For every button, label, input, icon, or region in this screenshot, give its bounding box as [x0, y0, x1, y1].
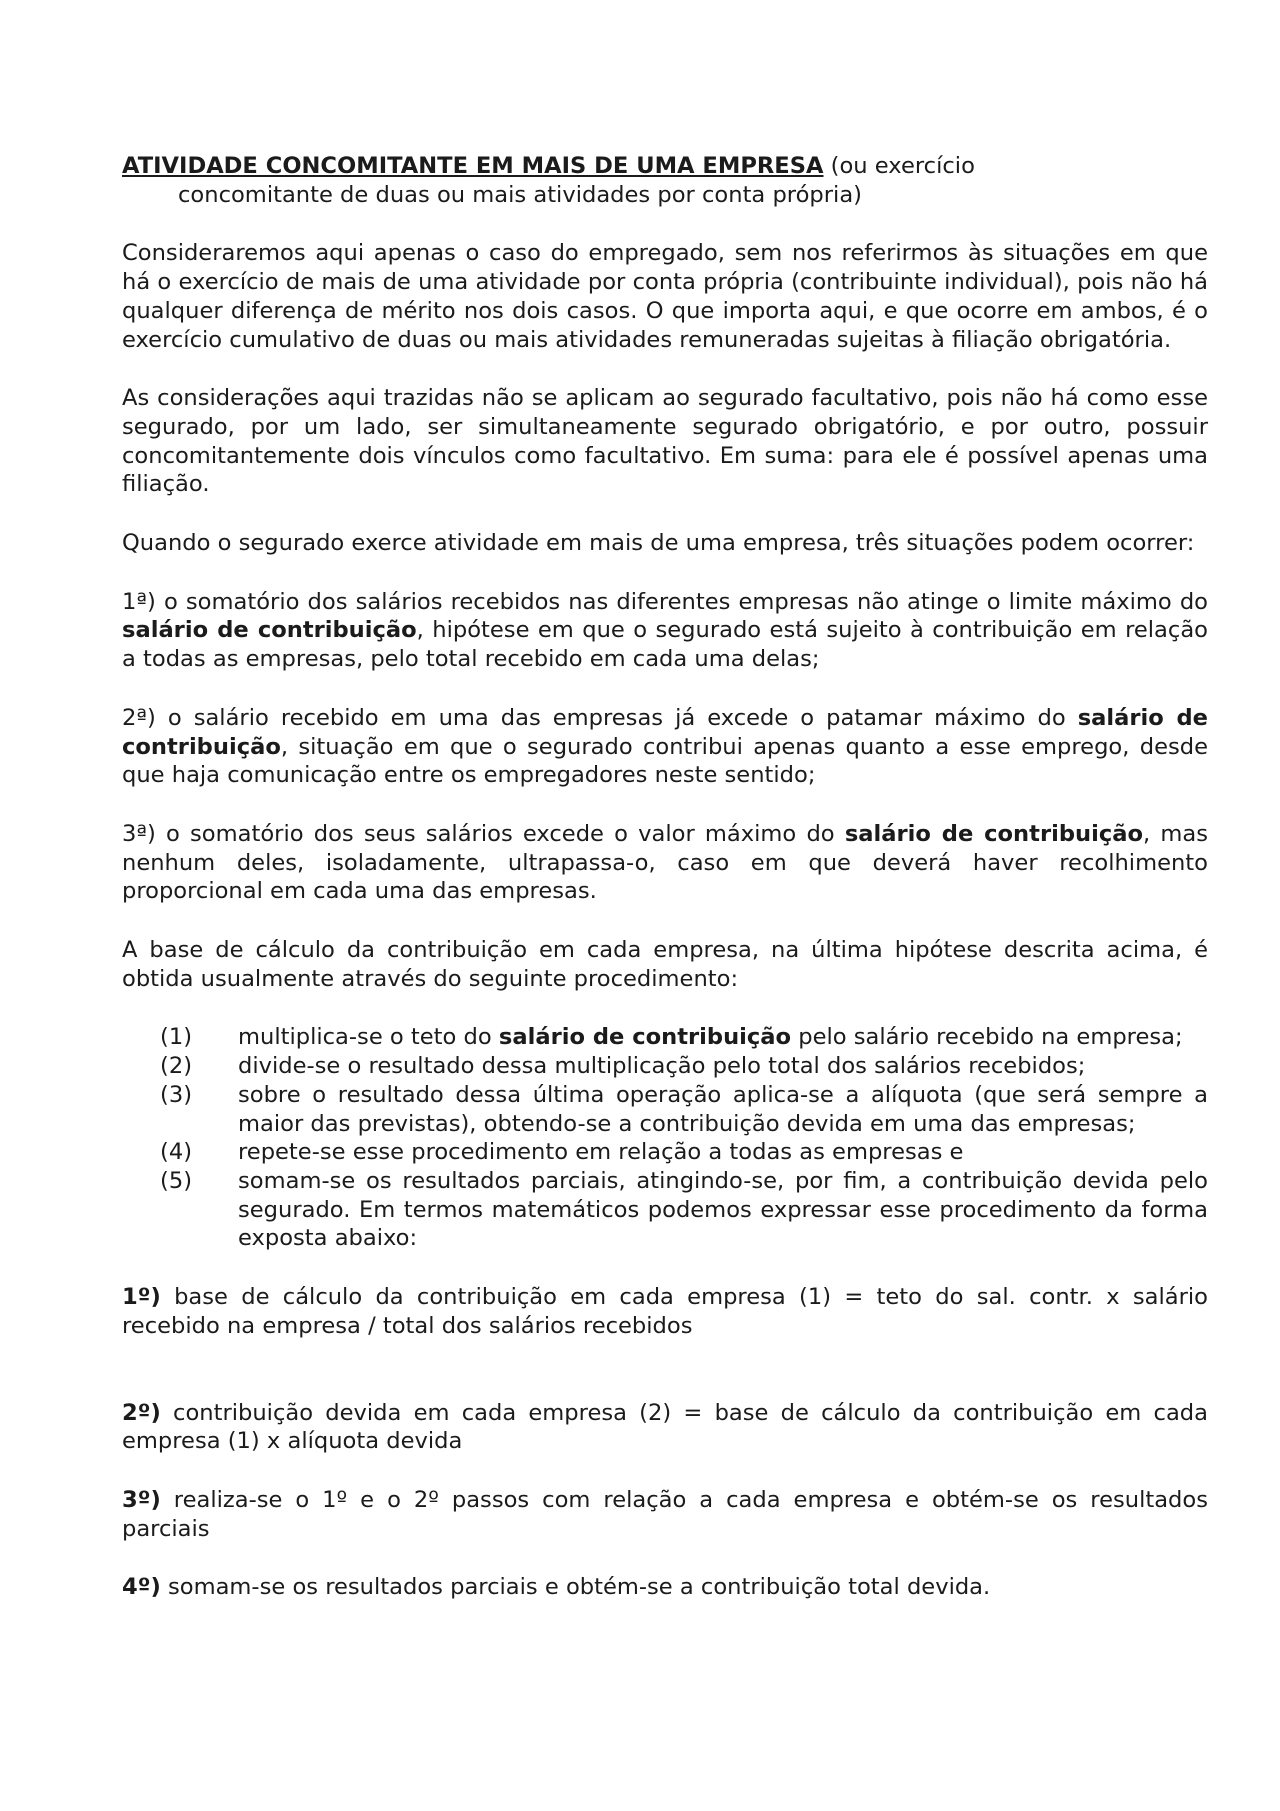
title-line	[122, 152, 1208, 181]
step-number: (5)	[160, 1167, 193, 1194]
step-1-bold: salário de contribuição	[498, 1024, 792, 1051]
step-text: divide-se o resultado dessa multiplicação pelo total dos salários recebidos;	[238, 1053, 1086, 1080]
situation-1	[122, 588, 1208, 674]
formula-4-label: 4º)	[122, 1574, 161, 1601]
formula-2	[122, 1399, 1208, 1456]
procedure-steps	[122, 1023, 1208, 1253]
formula-2-label: 2º)	[122, 1399, 161, 1426]
situation-1-post: , hipótese em que o segurado está sujeito à contribuição em relação a todas as empresas, pelo total recebido em cada uma delas;	[122, 617, 1208, 673]
procedure-intro: A base de cálculo da contribuição em cada empresa, na última hipótese descrita acima, é obtida usualmente através do seguinte procedimento:	[122, 937, 1208, 992]
formula-4-text: somam-se os resultados parciais e obtém-se a contribuição total devida.	[160, 1574, 991, 1601]
title-heading: ATIVIDADE CONCOMITANTE EM MAIS DE UMA EMPRESA	[122, 153, 824, 179]
situation-3-pre: 3ª) o somatório dos seus salários excede o valor máximo do	[122, 820, 845, 847]
formula-3-label: 3º)	[122, 1486, 161, 1513]
situation-2-bold: salário de contribuição	[122, 704, 1208, 760]
situation-2-pre: 2ª) o salário recebido em uma das empresas já excede o patamar máximo do	[122, 704, 1078, 731]
situation-3-bold: salário de contribuição	[844, 820, 1143, 847]
step-text: somam-se os resultados parciais, atingindo-se, por fim, a contribuição devida pelo segurado. Em termos matemáticos podemos expressar esse procedimento da forma exposta abaixo:	[238, 1167, 1208, 1252]
procedure-step-5	[122, 1167, 1208, 1253]
paragraph-scope: Consideraremos aqui apenas o caso do empregado, sem nos referirmos às situações em que há o exercício de mais de uma atividade por conta própria (contribuinte individual), pois não há qualquer diferença de mérito nos dois casos. O que importa aqui, e que ocorre em ambos, é o exercício cumulativo de duas ou mais atividades remuneradas sujeitas à filiação obrigatória.	[122, 240, 1208, 353]
situation-2-post: , situação em que o segurado contribui apenas quanto a esse emprego, desde que haja comunicação entre os empregadores neste sentido;	[122, 733, 1208, 789]
title-continuation: concomitante de duas ou mais atividades por conta própria)	[178, 181, 862, 208]
procedure-step-4	[122, 1138, 1208, 1167]
paragraph-situations-intro: Quando o segurado exerce atividade em mais de uma empresa, três situações podem ocorrer:	[122, 530, 1195, 557]
step-number: (3)	[160, 1081, 193, 1108]
situation-1-bold: salário de contribuição	[122, 617, 417, 644]
step-1-pre: multiplica-se o teto do	[238, 1024, 499, 1051]
step-number: (1)	[160, 1024, 193, 1051]
title-rest: (ou exercício	[823, 153, 975, 179]
formula-1-label: 1º)	[122, 1284, 161, 1311]
document-title	[122, 152, 1208, 209]
paragraph-facultativo: As considerações aqui trazidas não se aplicam ao segurado facultativo, pois não há como esse segurado, por um lado, ser simultaneamente segurado obrigatório, e por outro, possuir concomitantemente dois vínculos como facultativo. Em suma: para ele é possível apenas uma filiação.	[122, 385, 1208, 498]
situation-3-post: , mas nenhum deles, isoladamente, ultrapassa-o, caso em que deverá haver recolhimento proporcional em cada uma das empresas.	[122, 820, 1208, 905]
step-1-post: pelo salário recebido na empresa;	[791, 1024, 1183, 1051]
formula-3	[122, 1486, 1208, 1543]
formula-3-text: realiza-se o 1º e o 2º passos com relação a cada empresa e obtém-se os resultados parciais	[122, 1486, 1208, 1542]
formula-2-text: contribuição devida em cada empresa (2) = base de cálculo da contribuição em cada empresa (1) x alíquota devida	[122, 1399, 1208, 1455]
step-number: (2)	[160, 1053, 193, 1080]
document-page	[122, 152, 1208, 1632]
situation-1-pre: 1ª) o somatório dos salários recebidos nas diferentes empresas não atinge o limite máximo do	[122, 588, 1208, 615]
procedure-step-3	[122, 1081, 1208, 1138]
step-text: sobre o resultado dessa última operação aplica-se a alíquota (que será sempre a maior das previstas), obtendo-se a contribuição devida em uma das empresas;	[238, 1081, 1208, 1137]
step-text	[238, 1023, 1208, 1052]
procedure-step-2	[122, 1052, 1208, 1081]
step-text: repete-se esse procedimento em relação a todas as empresas e	[238, 1139, 964, 1166]
formula-1	[122, 1283, 1208, 1340]
situation-2	[122, 704, 1208, 790]
procedure-step-1	[122, 1023, 1208, 1052]
formula-4	[122, 1573, 1208, 1602]
formula-1-text: base de cálculo da contribuição em cada empresa (1) = teto do sal. contr. x salário recebido na empresa / total dos salários recebidos	[122, 1284, 1208, 1339]
situation-3	[122, 820, 1208, 906]
step-number: (4)	[160, 1139, 193, 1166]
